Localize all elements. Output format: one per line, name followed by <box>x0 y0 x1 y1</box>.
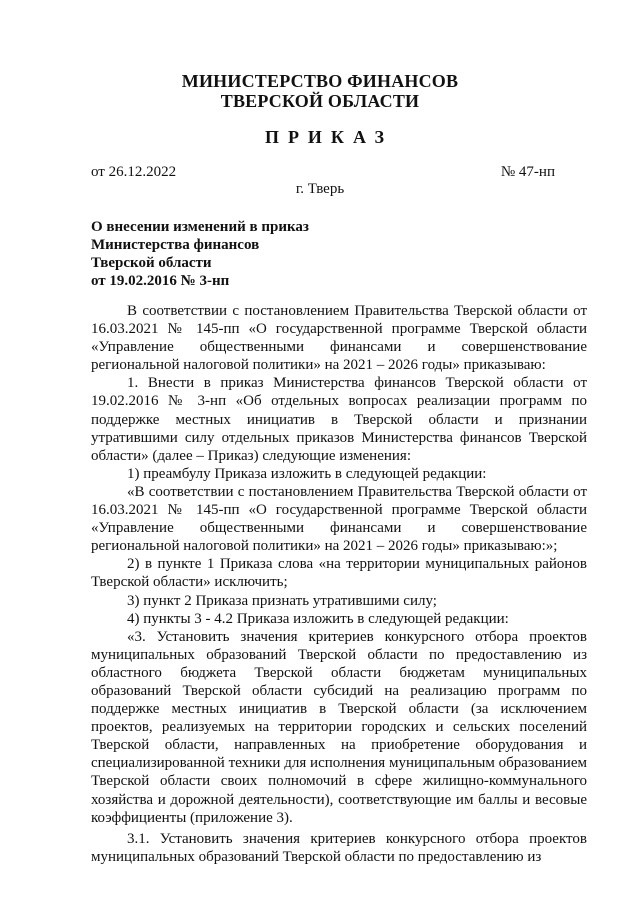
order-date: от 26.12.2022 <box>91 164 177 180</box>
body-paragraph-subitem-3: 3) пункт 2 Приказа признать утратившими силу; <box>127 592 437 609</box>
order-city: г. Тверь <box>295 181 345 197</box>
body-paragraph-subitem-2: 2) в пункте 1 Приказа слова «на территории муниципальных районов Тверской области» исключить; <box>91 556 587 591</box>
order-number: № 47-нп <box>500 164 555 180</box>
body-paragraph-subitem-1: 1) преамбулу Приказа изложить в следующей редакции: <box>127 465 487 482</box>
subject-line: от 19.02.2016 № 3-нп <box>91 273 230 289</box>
order-body <box>91 302 587 866</box>
body-paragraph-subitem-4: 4) пункты 3 - 4.2 Приказа изложить в следующей редакции: <box>127 610 509 627</box>
body-paragraph-clause-3-1: 3.1. Установить значения критериев конкурсного отбора проектов муниципальных образований Тверской области по предоставлению из <box>91 830 587 865</box>
subject-line: Министерства финансов <box>91 237 260 253</box>
body-paragraph-preamble: В соответствии с постановлением Правительства Тверской области от 16.03.2021 № 145-пп «О государственной программе Тверской области «Управление общественными финансами и совершенствование региональной налоговой политики» на 2021 – 2026 годы» приказываю: <box>91 303 587 374</box>
body-paragraph-item-1: 1. Внести в приказ Министерства финансов Тверской области от 19.02.2016 № 3-нп «Об отдельных вопросах реализации программ по поддержке местных инициатив в Тверской области и признании утратившими силу отдельных приказов Министерства финансов Тверской области» (далее – Приказ) следующие изменения: <box>91 375 587 464</box>
subject-line: О внесении изменений в приказ <box>91 219 309 235</box>
subject-line: Тверской области <box>91 255 212 271</box>
ministry-title-line1: МИНИСТЕРСТВО ФИНАНСОВ <box>181 71 459 91</box>
body-paragraph-quoted-preamble: «В соответствии с постановлением Правительства Тверской области от 16.03.2021 № 145-пп «О государственной программе Тверской области «Управление общественными финансами и совершенствование региональной налоговой политики» на 2021 – 2026 годы» приказываю:»; <box>91 483 587 555</box>
body-paragraph-clause-3: «3. Установить значения критериев конкурсного отбора проектов муниципальных образований Тверской области по предоставлению из областного бюджета Тверской области бюджетам муниципальных образований Тверской области субсидий на реализацию программ по поддержке местных инициатив в Тверской области (за исключением проектов, реализуемых на территории городских и сельских поселений Тверской области, направленных на приобретение оборудования и специализированной техники для исполнения муниципальным образованием Тверской области своих полномочий в сфере жилищно-коммунального хозяйства и дорожной деятельности), соответствующие им баллы и весовые коэффициенты (приложение 3). <box>91 628 587 826</box>
ministry-title-line2: ТВЕРСКОЙ ОБЛАСТИ <box>220 91 420 111</box>
document-type-heading: ПРИКАЗ <box>264 127 394 147</box>
order-subject <box>91 218 391 290</box>
